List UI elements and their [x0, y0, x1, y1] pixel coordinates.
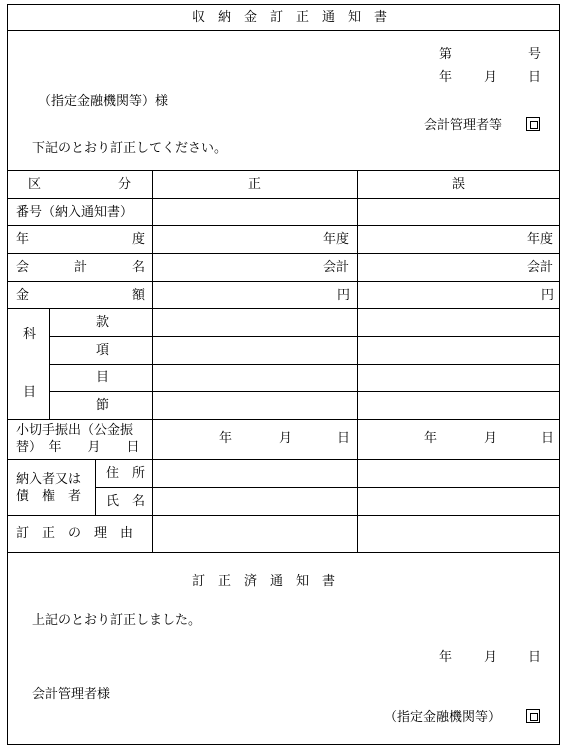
- divider: [49, 308, 50, 419]
- row-account-label-2: 計: [74, 260, 88, 275]
- divider: [49, 336, 560, 337]
- row-account-label-1: 会: [16, 260, 30, 275]
- check-month-error: 月: [484, 431, 498, 446]
- seal-icon: [526, 117, 540, 131]
- divider: [7, 170, 560, 171]
- subject-kan-label: 款: [96, 315, 110, 330]
- row-number-label: 番号（納入通知書）: [16, 205, 134, 220]
- divider: [49, 391, 560, 392]
- divider: [7, 281, 560, 282]
- row-fiscal-year-label-2: 度: [132, 232, 146, 247]
- payer-label-1: 納入者又は: [16, 472, 82, 487]
- amount-unit-correct: 円: [337, 288, 351, 303]
- footer-month-label: 月: [484, 650, 498, 665]
- subject-moku-label: 目: [96, 370, 110, 385]
- check-month-correct: 月: [279, 431, 293, 446]
- fiscal-year-unit-correct: 年度: [323, 232, 350, 247]
- footer-addressee-label: 会計管理者様: [32, 687, 111, 702]
- check-year-correct: 年: [219, 431, 233, 446]
- footer-year-label: 年: [439, 650, 453, 665]
- seal-icon: [526, 709, 540, 723]
- form-title: 収 納 金 訂 正 通 知 書: [192, 10, 388, 25]
- instruction-text: 下記のとおり訂正してください。: [32, 141, 228, 156]
- date-month-label: 月: [484, 70, 498, 85]
- divider: [152, 170, 153, 552]
- amount-unit-error: 円: [541, 288, 555, 303]
- divider: [7, 308, 560, 309]
- divider: [7, 253, 560, 254]
- row-account-label-3: 名: [132, 260, 146, 275]
- row-amount-label-1: 金: [16, 288, 30, 303]
- issuer-label: 会計管理者等: [424, 118, 503, 133]
- number-dai-label: 第: [439, 47, 453, 62]
- footer-issuer-label: （指定金融機関等）: [384, 710, 502, 725]
- date-year-label: 年: [439, 70, 453, 85]
- payer-name-label: 氏 名: [106, 494, 146, 509]
- check-day-correct: 日: [337, 431, 351, 446]
- account-unit-correct: 会計: [323, 260, 350, 275]
- number-go-label: 号: [528, 47, 542, 62]
- correction-reason-label: 訂 正 の 理 由: [16, 526, 134, 541]
- footer-title: 訂 正 済 通 知 書: [192, 574, 336, 589]
- addressee-label: （指定金融機関等）様: [38, 94, 169, 109]
- row-fiscal-year-label-1: 年: [16, 232, 30, 247]
- subject-label-moku: 目: [23, 385, 37, 400]
- fiscal-year-unit-error: 年度: [527, 232, 554, 247]
- divider: [7, 225, 560, 226]
- payer-label-2: 債 権 者: [16, 489, 82, 504]
- account-unit-error: 会計: [527, 260, 554, 275]
- subject-setsu-label: 節: [96, 398, 110, 413]
- divider: [7, 30, 560, 31]
- col-correct-header: 正: [248, 177, 262, 192]
- divider: [357, 170, 358, 552]
- check-day-error: 日: [541, 431, 555, 446]
- payer-address-label: 住 所: [106, 466, 146, 481]
- divider: [49, 364, 560, 365]
- date-day-label: 日: [528, 70, 542, 85]
- divider: [7, 459, 560, 460]
- col-kubun-2: 分: [118, 177, 132, 192]
- subject-label-ka: 科: [23, 327, 37, 342]
- footer-day-label: 日: [528, 650, 542, 665]
- divider: [95, 487, 560, 488]
- col-error-header: 誤: [452, 177, 466, 192]
- form-frame: [7, 4, 560, 745]
- subject-kou-label: 項: [96, 343, 110, 358]
- divider: [7, 419, 560, 420]
- divider: [7, 515, 560, 516]
- check-year-error: 年: [424, 431, 438, 446]
- footer-body-text: 上記のとおり訂正しました。: [32, 613, 202, 628]
- check-issue-label-2: 替） 年 月 日: [16, 440, 140, 455]
- row-amount-label-2: 額: [132, 288, 146, 303]
- col-kubun-1: 区: [28, 177, 42, 192]
- divider: [95, 459, 96, 515]
- divider: [7, 552, 560, 553]
- check-issue-label-1: 小切手振出（公金振: [16, 423, 134, 438]
- divider: [7, 198, 560, 199]
